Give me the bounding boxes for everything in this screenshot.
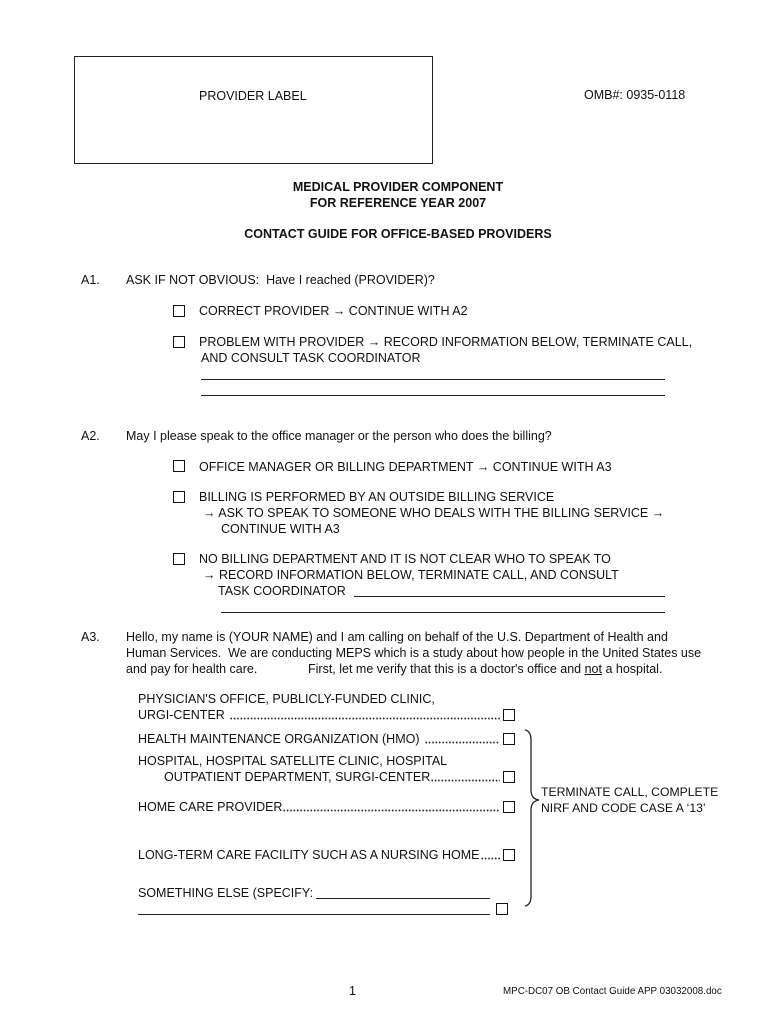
- provider-label-text: PROVIDER LABEL: [199, 89, 307, 103]
- option-outside-billing-instruction-cont: CONTINUE WITH A3: [221, 522, 340, 536]
- checkbox-long-term-care[interactable]: [503, 849, 515, 861]
- question-number-a3: A3.: [81, 630, 100, 644]
- option-physicians-office-label-cont: URGI-CENTER: [138, 708, 225, 722]
- terminate-note-line-1: TERMINATE CALL, COMPLETE: [541, 785, 719, 799]
- page-number: 1: [349, 984, 356, 998]
- option-outside-billing-label: BILLING IS PERFORMED BY AN OUTSIDE BILLING SERVICE: [199, 490, 555, 504]
- question-number-a2: A2.: [81, 429, 100, 443]
- task-coordinator-notes-line-2[interactable]: [221, 612, 665, 613]
- option-physicians-office-label: PHYSICIAN'S OFFICE, PUBLICLY-FUNDED CLINIC,: [138, 692, 435, 706]
- specify-field-line-1[interactable]: [316, 898, 490, 899]
- option-hmo-row: [138, 732, 500, 746]
- option-no-billing-instruction: → RECORD INFORMATION BELOW, TERMINATE CALL, AND CONSULT: [203, 568, 619, 582]
- option-office-manager-label: OFFICE MANAGER OR BILLING DEPARTMENT → CONTINUE WITH A3: [199, 460, 612, 474]
- option-long-term-care-row: [138, 848, 500, 862]
- reference-year: FOR REFERENCE YEAR 2007: [309, 196, 487, 210]
- option-hospital-row: [164, 770, 500, 784]
- verify-emphasis: not: [584, 662, 602, 676]
- dot-leader: [431, 779, 500, 782]
- verify-text-before: First, let me verify that this is a doctor's office and: [308, 662, 585, 676]
- question-number-a1: A1.: [81, 273, 100, 287]
- question-text-a2: May I please speak to the office manager or the person who does the billing?: [126, 429, 552, 443]
- specify-field-line-2[interactable]: [138, 914, 490, 915]
- script-line-1: Hello, my name is (YOUR NAME) and I am calling on behalf of the U.S. Department of Health and: [126, 630, 668, 644]
- provider-label-box: [74, 56, 433, 164]
- checkbox-something-else[interactable]: [496, 903, 508, 915]
- option-long-term-care-label: LONG-TERM CARE FACILITY SUCH AS A NURSING HOME: [138, 848, 480, 862]
- task-coordinator-notes-line-1[interactable]: [354, 596, 665, 597]
- footer-filename: MPC-DC07 OB Contact Guide APP 03032008.doc: [503, 986, 722, 997]
- checkbox-problem-with-provider[interactable]: [173, 336, 185, 348]
- checkbox-hospital[interactable]: [503, 771, 515, 783]
- dot-leader: [481, 857, 501, 860]
- terminate-note-line-2: NIRF AND CODE CASE A ‘13’: [541, 801, 706, 815]
- document-subtitle: CONTACT GUIDE FOR OFFICE-BASED PROVIDERS: [244, 227, 552, 241]
- script-line-3: and pay for health care.: [126, 662, 258, 676]
- checkbox-correct-provider[interactable]: [173, 305, 185, 317]
- option-no-billing-instruction-cont: TASK COORDINATOR: [218, 584, 346, 598]
- script-line-2: Human Services. We are conducting MEPS which is a study about how people in the United States use: [126, 646, 702, 660]
- option-home-care-row: [138, 800, 500, 814]
- checkbox-office-manager[interactable]: [173, 460, 185, 472]
- option-problem-with-provider-label: PROBLEM WITH PROVIDER → RECORD INFORMATION BELOW, TERMINATE CALL,: [199, 335, 693, 349]
- checkbox-hmo[interactable]: [503, 733, 515, 745]
- option-hospital-label: HOSPITAL, HOSPITAL SATELLITE CLINIC, HOSPITAL: [138, 754, 448, 768]
- omb-number: OMB#: 0935-0118: [584, 88, 686, 102]
- option-hospital-label-cont: OUTPATIENT DEPARTMENT, SURGI-CENTER: [164, 770, 431, 784]
- dot-leader: [230, 717, 500, 720]
- option-hmo-label: HEALTH MAINTENANCE ORGANIZATION (HMO): [138, 732, 420, 746]
- checkbox-physicians-office[interactable]: [503, 709, 515, 721]
- dot-leader: [425, 741, 501, 744]
- document-title: MEDICAL PROVIDER COMPONENT: [292, 180, 504, 194]
- provider-problem-notes-line-2[interactable]: [201, 395, 665, 396]
- question-text-a1: ASK IF NOT OBVIOUS: Have I reached (PROVIDER)?: [126, 273, 435, 287]
- verify-sentence: [308, 662, 662, 676]
- option-correct-provider-label: CORRECT PROVIDER → CONTINUE WITH A2: [199, 304, 468, 318]
- provider-problem-notes-line-1[interactable]: [201, 379, 665, 380]
- checkbox-home-care[interactable]: [503, 801, 515, 813]
- option-problem-with-provider-label-cont: AND CONSULT TASK COORDINATOR: [201, 351, 421, 365]
- option-physicians-office-row: [138, 708, 500, 722]
- dot-leader: [283, 809, 500, 812]
- option-outside-billing-instruction: → ASK TO SPEAK TO SOMEONE WHO DEALS WITH THE BILLING SERVICE →: [203, 506, 665, 520]
- checkbox-outside-billing-service[interactable]: [173, 491, 185, 503]
- checkbox-no-billing-department[interactable]: [173, 553, 185, 565]
- option-no-billing-label: NO BILLING DEPARTMENT AND IT IS NOT CLEAR WHO TO SPEAK TO: [199, 552, 611, 566]
- option-home-care-label: HOME CARE PROVIDER: [138, 800, 283, 814]
- grouping-brace: [518, 728, 548, 910]
- verify-text-after: a hospital.: [601, 662, 663, 676]
- option-something-else-label: SOMETHING ELSE (SPECIFY:: [138, 886, 314, 900]
